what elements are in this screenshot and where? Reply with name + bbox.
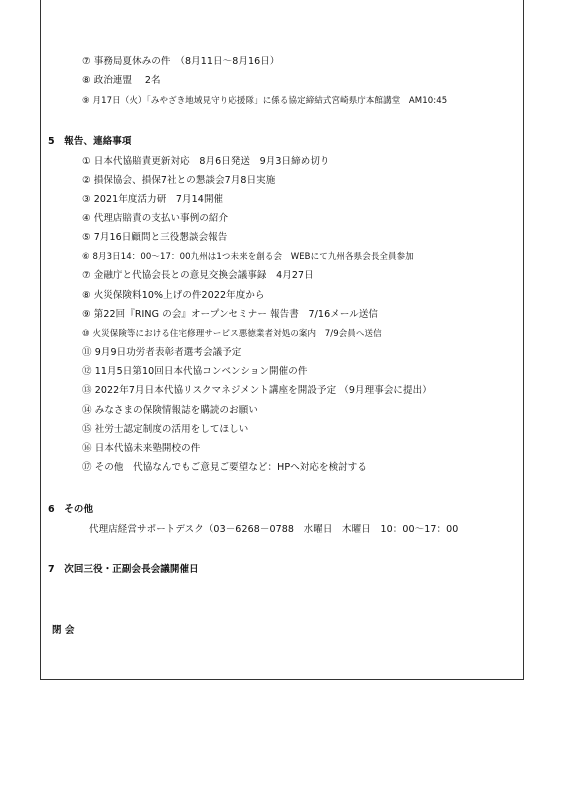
section-5-item: ⑨ 第22回『RING の会』オープンセミナー 報告書 7/16メール送信 <box>82 309 379 320</box>
section-5-item: ④ 代理店賠責の支払い事例の紹介 <box>82 213 229 224</box>
section-7-title: 7 次回三役・正副会長会議開催日 <box>48 564 199 575</box>
section-5-item: ② 損保協会、損保7社との懇談会7月8日実施 <box>82 175 276 186</box>
section-5-item: ⑯ 日本代協未来塾開校の件 <box>82 443 201 454</box>
section-5-item: ⑮ 社労士認定制度の活用をしてほしい <box>82 424 249 435</box>
section-5-item: ⑬ 2022年7月日本代協リスクマネジメント講座を開設予定 （9月理事会に提出） <box>82 385 432 396</box>
section-5-item: ⑦ 金融庁と代協会長との意見交換会議事録 4月27日 <box>82 270 314 281</box>
top-item-8: ⑧ 政治連盟 2名 <box>82 75 161 86</box>
section-5-item: ⑥ 8月3日14：00～17：00九州は1つ未来を創る会 WEBにて九州各県会長全員参加 <box>82 252 414 262</box>
top-item-7: ⑦ 事務局夏休みの件 （8月11日～8月16日） <box>82 56 280 67</box>
section-5-item: ⑤ 7月16日顧問と三役懇談会報告 <box>82 232 228 243</box>
section-5-item: ⑫ 11月5日第10回日本代協コンベンション開催の件 <box>82 366 308 377</box>
section-5-item: ⑭ みなさまの保険情報誌を購読のお願い <box>82 405 258 416</box>
support-desk-info: 代理店経営サポートデスク（03－6268－0788 水曜日 木曜日 10：00～17：00 <box>89 524 459 535</box>
section-5-item: ③ 2021年度活力研 7月14開催 <box>82 194 224 205</box>
section-5-title: 5 報告、連絡事項 <box>48 136 132 147</box>
section-5-item: ⑰ その他 代協なんでもご意見ご要望など：HPへ対応を検討する <box>82 462 367 473</box>
closing-text: 閉 会 <box>52 625 75 636</box>
section-6-title: 6 その他 <box>48 504 94 515</box>
top-item-9: ⑨ 月17日（火）「みやざき地域見守り応援隊」に係る協定締結式宮崎県庁本館講堂 AM10:45 <box>82 96 448 106</box>
section-5-item: ⑧ 火災保険料10%上げの件2022年度から <box>82 290 265 301</box>
section-5-item: ① 日本代協賠責更新対応 8月6日発送 9月3日締め切り <box>82 156 330 167</box>
section-5-item: ⑩ 火災保険等における住宅修理サービス悪徳業者対処の案内 7/9会員へ送信 <box>82 329 382 339</box>
section-5-item: ⑪ 9月9日功労者表彰者選考会議予定 <box>82 347 242 358</box>
